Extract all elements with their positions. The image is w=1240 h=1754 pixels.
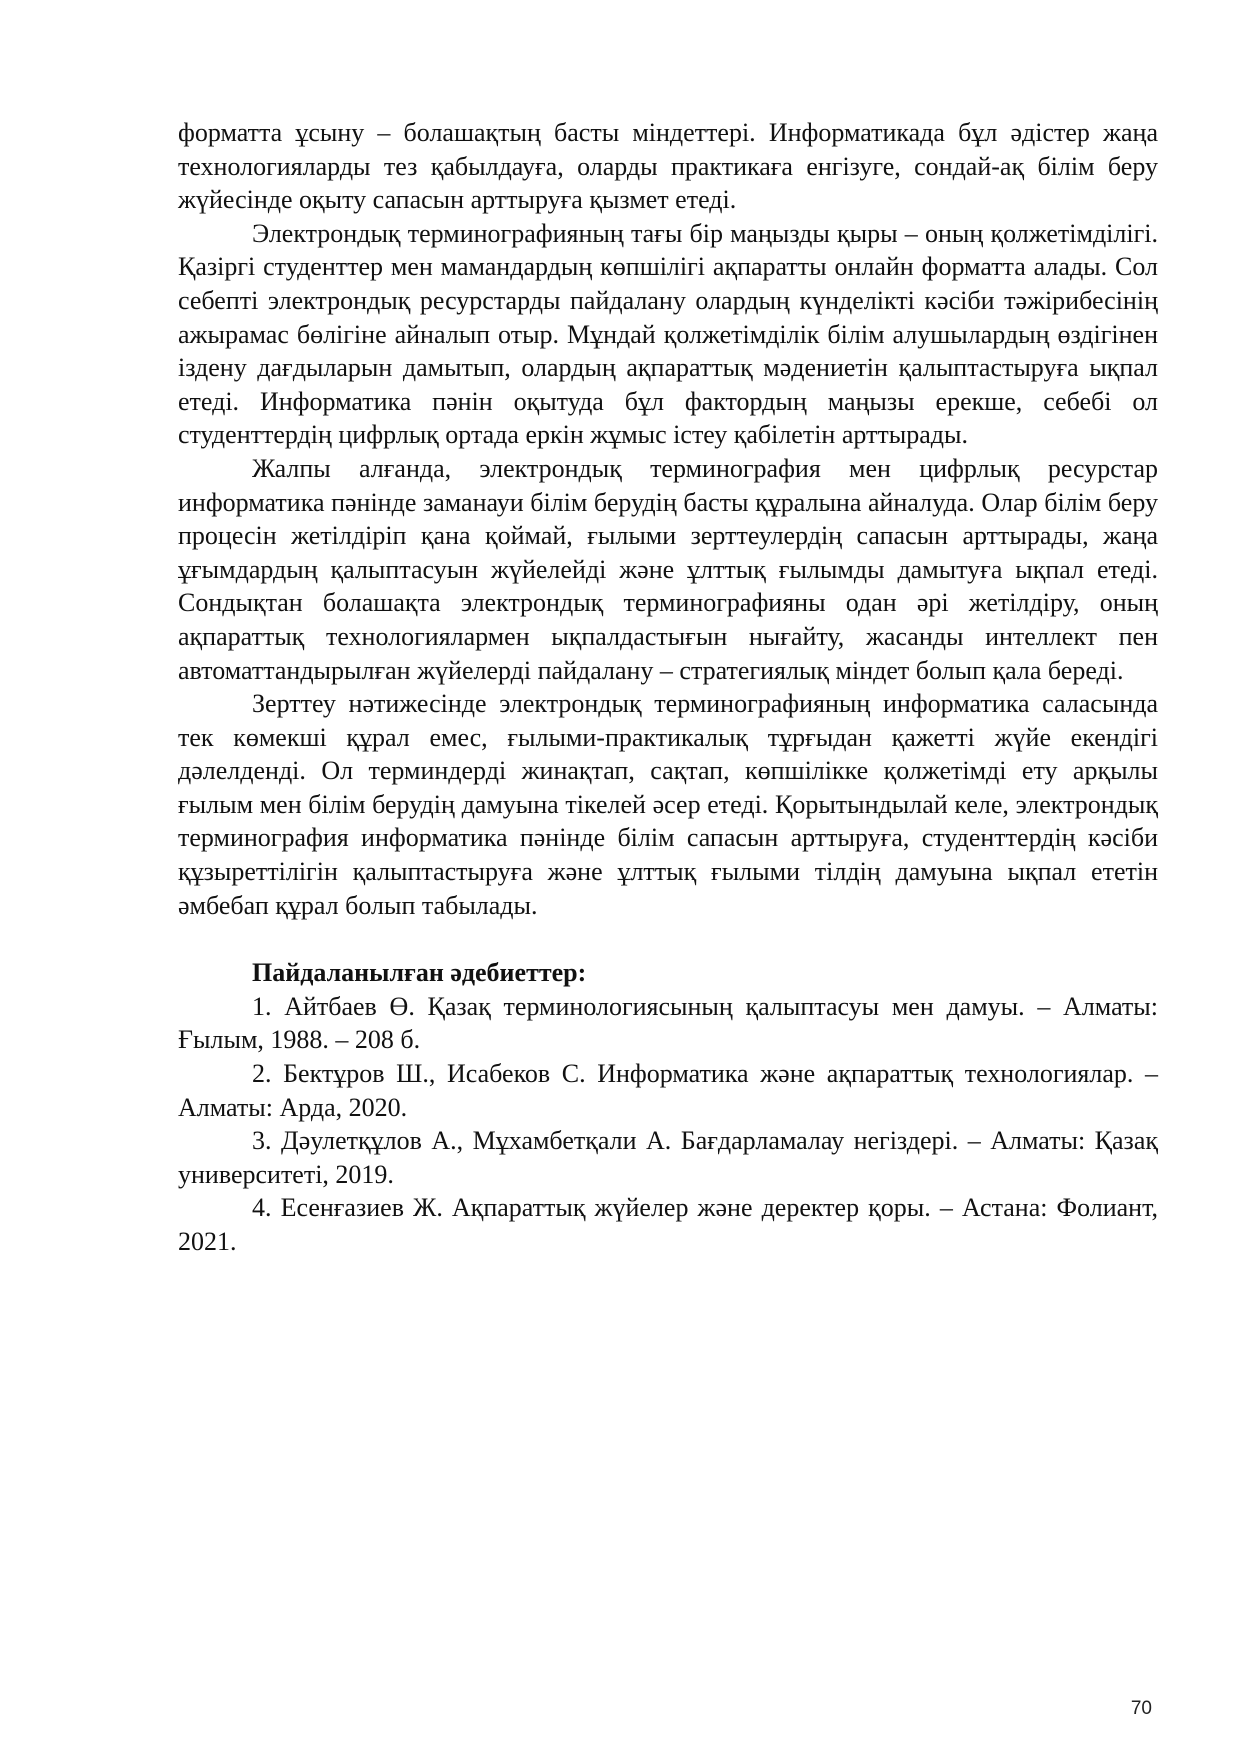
references-heading: Пайдаланылған әдебиеттер: (252, 958, 587, 988)
page-content (178, 116, 1158, 1259)
reference-item: 2. Бектұров Ш., Исабеков С. Информатика және ақпараттық технологиялар. – Алматы: Арда, 2020. (178, 1059, 1158, 1122)
body-paragraph: Зерттеу нәтижесінде электрондық терминографияның информатика саласында тек көмекші құрал емес, ғылыми-практикалық тұрғыдан қажетті жүйе екендігі дәлелденді. Ол терминдерді жинақтап, сақтап, көпшілікке қолжетімді ету арқылы ғылым мен білім берудің дамуына тікелей әсер етеді. Қорытындылай келе, электрондық терминография информатика пәнінде білім сапасын арттыруға, студенттердің кәсіби құзыреттілігін қалыптастыруға және ұлттық ғылыми тілдің дамуына ықпал ететін әмбебап құрал болып табылады. (178, 689, 1158, 920)
reference-item: 1. Айтбаев Ө. Қазақ терминологиясының қалыптасуы мен дамуы. – Алматы: Ғылым, 1988. – 208 б. (178, 991, 1158, 1055)
body-paragraph-continued: форматта ұсыну – болашақтың басты міндеттері. Информатикада бұл әдістер жаңа технологияларды тез қабылдауға, оларды практикаға енгізуге, сондай-ақ білім беру жүйесінде оқыту сапасын арттыруға қызмет етеді. (178, 118, 1158, 215)
body-paragraph: Электрондық терминографияның тағы бір маңызды қыры – оның қолжетімділігі. Қазіргі студенттер мен мамандардың көпшілігі ақпаратты онлайн форматта алады. Сол себепті электрондық ресурстарды пайдалану олардың күнделікті кәсіби тәжірибесінің ажырамас бөлігіне айналып отыр. Мұндай қолжетімділік білім алушылардың өздігінен іздену дағдыларын дамытып, олардың ақпараттық мәдениетін қалыптастыруға ықпал етеді. Информатика пәнін оқытуда бұл фактордың маңызы ерекше, себебі ол студенттердің цифрлық ортада еркін жұмыс істеу қабілетін арттырады. (178, 218, 1158, 450)
page-number: 70 (1130, 1698, 1152, 1719)
reference-item: 4. Есенғазиев Ж. Ақпараттық жүйелер және деректер қоры. – Астана: Фолиант, 2021. (178, 1193, 1158, 1256)
reference-item: 3. Дәулетқұлов А., Мұхамбетқали А. Бағдарламалау негіздері. – Алматы: Қазақ университеті, 2019. (178, 1126, 1158, 1189)
body-paragraph: Жалпы алғанда, электрондық терминография мен цифрлық ресурстар информатика пәнінде заманауи білім берудің басты құралына айналуда. Олар білім беру процесін жетілдіріп қана қоймай, ғылыми зерттеулердің сапасын арттырады, жаңа ұғымдардың қалыптасуын жүйелейді және ұлттық ғылымды дамытуға ықпал етеді. Сондықтан болашақта электрондық терминографияны одан әрі жетілдіру, оның ақпараттық технологиялармен ықпалдастығын нығайту, жасанды интеллект пен автоматтандырылған жүйелерді пайдалану – стратегиялық міндет болып қала береді. (178, 453, 1158, 685)
